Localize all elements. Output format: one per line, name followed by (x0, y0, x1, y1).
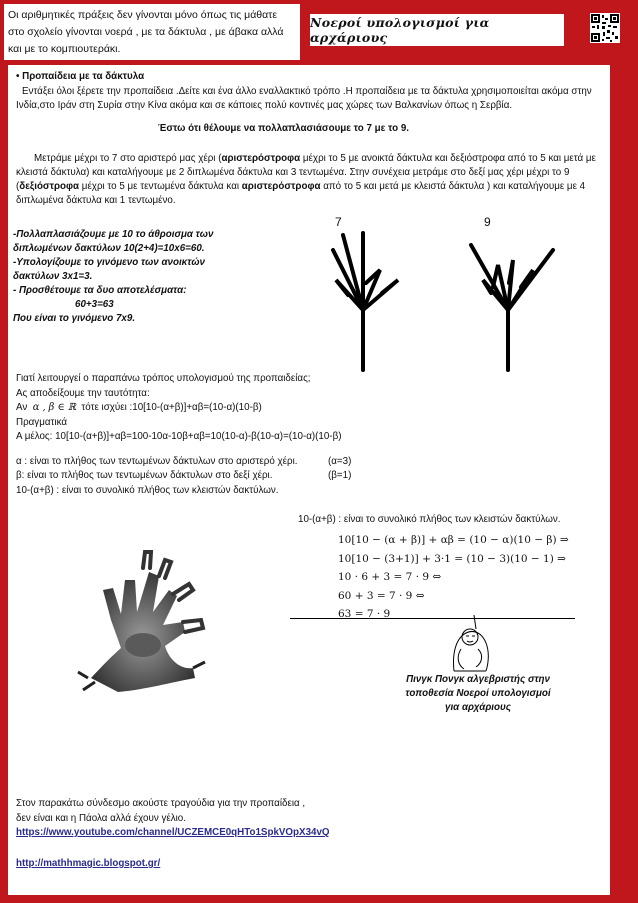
songs-note: Στον παρακάτω σύνδεσμο ακούστε τραγούδια για την προπαίδεια , δεν είναι και η Πάολα αλλά έχουν γέλιο. https://www.youtube.com/channel/UCZEMCE0qHTo1SpkVOpX34vQ (16, 797, 330, 841)
blog-link[interactable]: http://mathhmagic.blogspot.gr/ (16, 858, 161, 869)
step-line: - Προσθέτουμε τα δυο αποτελέσματα: (13, 285, 187, 296)
step-line: Που είναι το γινόμενο 7x9. (13, 313, 136, 324)
steps-list (13, 228, 213, 326)
intro-text: Οι αριθμητικές πράξεις δεν γίνονται μόνο όπως τις μάθατε στο σχολείο γίνονται νοερά , με τα δάκτυλα , με άβακα αλλά και με το κομπιουτεράκι. (8, 9, 284, 55)
proof-condition: Αν α , β ∈ ℝ τότε ισχύει :10[10-(α+β)]+αβ=(10-α)(10-β) (16, 402, 262, 413)
proof-question: Γιατί λειτουργεί ο παραπάνω τρόπος υπολογισμού της προπαιδείας; (16, 373, 311, 384)
qr-code-icon[interactable] (590, 13, 620, 43)
step-line: διπλωμένων δακτύλων 10(2+4)=10x6=60. (13, 243, 205, 254)
definition-beta: β: είναι το πλήθος των τεντωμένων δάκτυλων στο δεξί χέρι. (β=1) (16, 470, 352, 481)
equation-block (338, 531, 569, 624)
intro-textbox (4, 4, 300, 60)
equation-line: 10[10 − (α + β)] + αβ = (10 − α)(10 − β) ⇒ (338, 534, 569, 546)
counting-paragraph: Μετράμε μέχρι το 7 στο αριστερό μας χέρι (αριστερόστροφα μέχρι το 5 με ανοικτά δάκτυλα και δεξιόστροφα από το 5 και μετά με κλειστά δάκτυλα) και καταλήγουμε με 2 διπλωμένα δάκτυλα και 3 τεντωμένα. Στην συνέχεια μετράμε στο δεξί μας χέρι μέχρι το 9 (δεξιόστροφα μέχρι το 5 με τεντωμένα δάκτυλα και αριστερόστροφα από το 5 και μετά με κλειστά δάκτυλα ) και καταλήγουμε με 4 διπλωμένα δάκτυλα και 1 τεντωμένο. (16, 153, 596, 206)
example-statement: Έστω ότι θέλουμε να πολλαπλασιάσουμε το 7 με το 9. (158, 123, 409, 134)
step-line: -Υπολογίζουμε το γινόμενο των ανοικτών (13, 257, 205, 268)
proof-block (16, 372, 352, 498)
proof-derivation: Α μέλος: 10[10-(α+β)]+αβ=100-10α-10β+αβ=10(10-α)-β(10-α)=(10-α)(10-β) (16, 431, 342, 442)
left-hand-drawing (308, 225, 418, 370)
closed-fingers-note: 10-(α+β) : είναι το συνολικό πλήθος των κλειστών δακτύλων. (298, 514, 561, 525)
definition-alpha: α : είναι το πλήθος των τεντωμένων δάκτυλων στο αριστερό χέρι. (α=3) (16, 455, 352, 467)
right-hand-drawing (453, 225, 573, 370)
section-heading: • Προπαίδεια με τα δάκτυλα (16, 71, 145, 82)
equation-line: 10[10 − (3+1)] + 3·1 = (10 − 3)(10 − 1) ⇒ (338, 552, 566, 565)
many-hands-sculpture-photo (73, 550, 208, 695)
step-line: -Πολλαπλασιάζουμε με 10 το άθροισμα των (13, 229, 214, 240)
intro-paragraph: Εντάξει όλοι ξέρετε την προπαίδεια .Δείτε και ένα άλλο εναλλακτικό τρόπο .Η προπαίδεια με τα δάκτυλα χρησιμοποιείται ακόμα στην Ινδία,στο Ιράν στη Συρία στην Κίνα ακόμα και σε κάποιες πολύ κοντινές μας χώρες των Βαλκανίων όπως η Σερβία. (16, 86, 592, 111)
step-line: 60+3=63 (75, 299, 114, 310)
definition-closed: 10-(α+β) : είναι το συνολικό πλήθος των κλειστών δακτύλων. (16, 484, 279, 496)
proof-intro: Ας αποδείξουμε την ταυτότητα: (16, 387, 150, 399)
proof-indeed: Πραγματικά (16, 416, 68, 428)
equation-line: 10 · 6 + 3 = 7 · 9 ⇔ (338, 571, 442, 583)
youtube-link[interactable]: https://www.youtube.com/channel/UCZEMCE0qHTo1SpkVOpX34vQ (16, 827, 330, 838)
right-hand-label: 9 (484, 215, 491, 229)
page-title: Νοεροί υπολογισμοί για αρχάριους (310, 14, 564, 46)
step-line: δακτύλων 3x1=3. (13, 271, 93, 282)
equation-line: 63 = 7 · 9 (338, 608, 391, 620)
ape-cartoon-drawing (446, 613, 496, 675)
equation-line: 60 + 3 = 7 · 9 ⇔ (338, 589, 425, 602)
left-hand-label: 7 (335, 215, 342, 229)
equation-divider (290, 618, 575, 619)
content-page (8, 65, 610, 895)
ape-caption: Πινγκ Πονγκ αλγεβριστής στην τοποθεσία Νοεροί υπολογισμοί για αρχάριους (405, 674, 551, 713)
